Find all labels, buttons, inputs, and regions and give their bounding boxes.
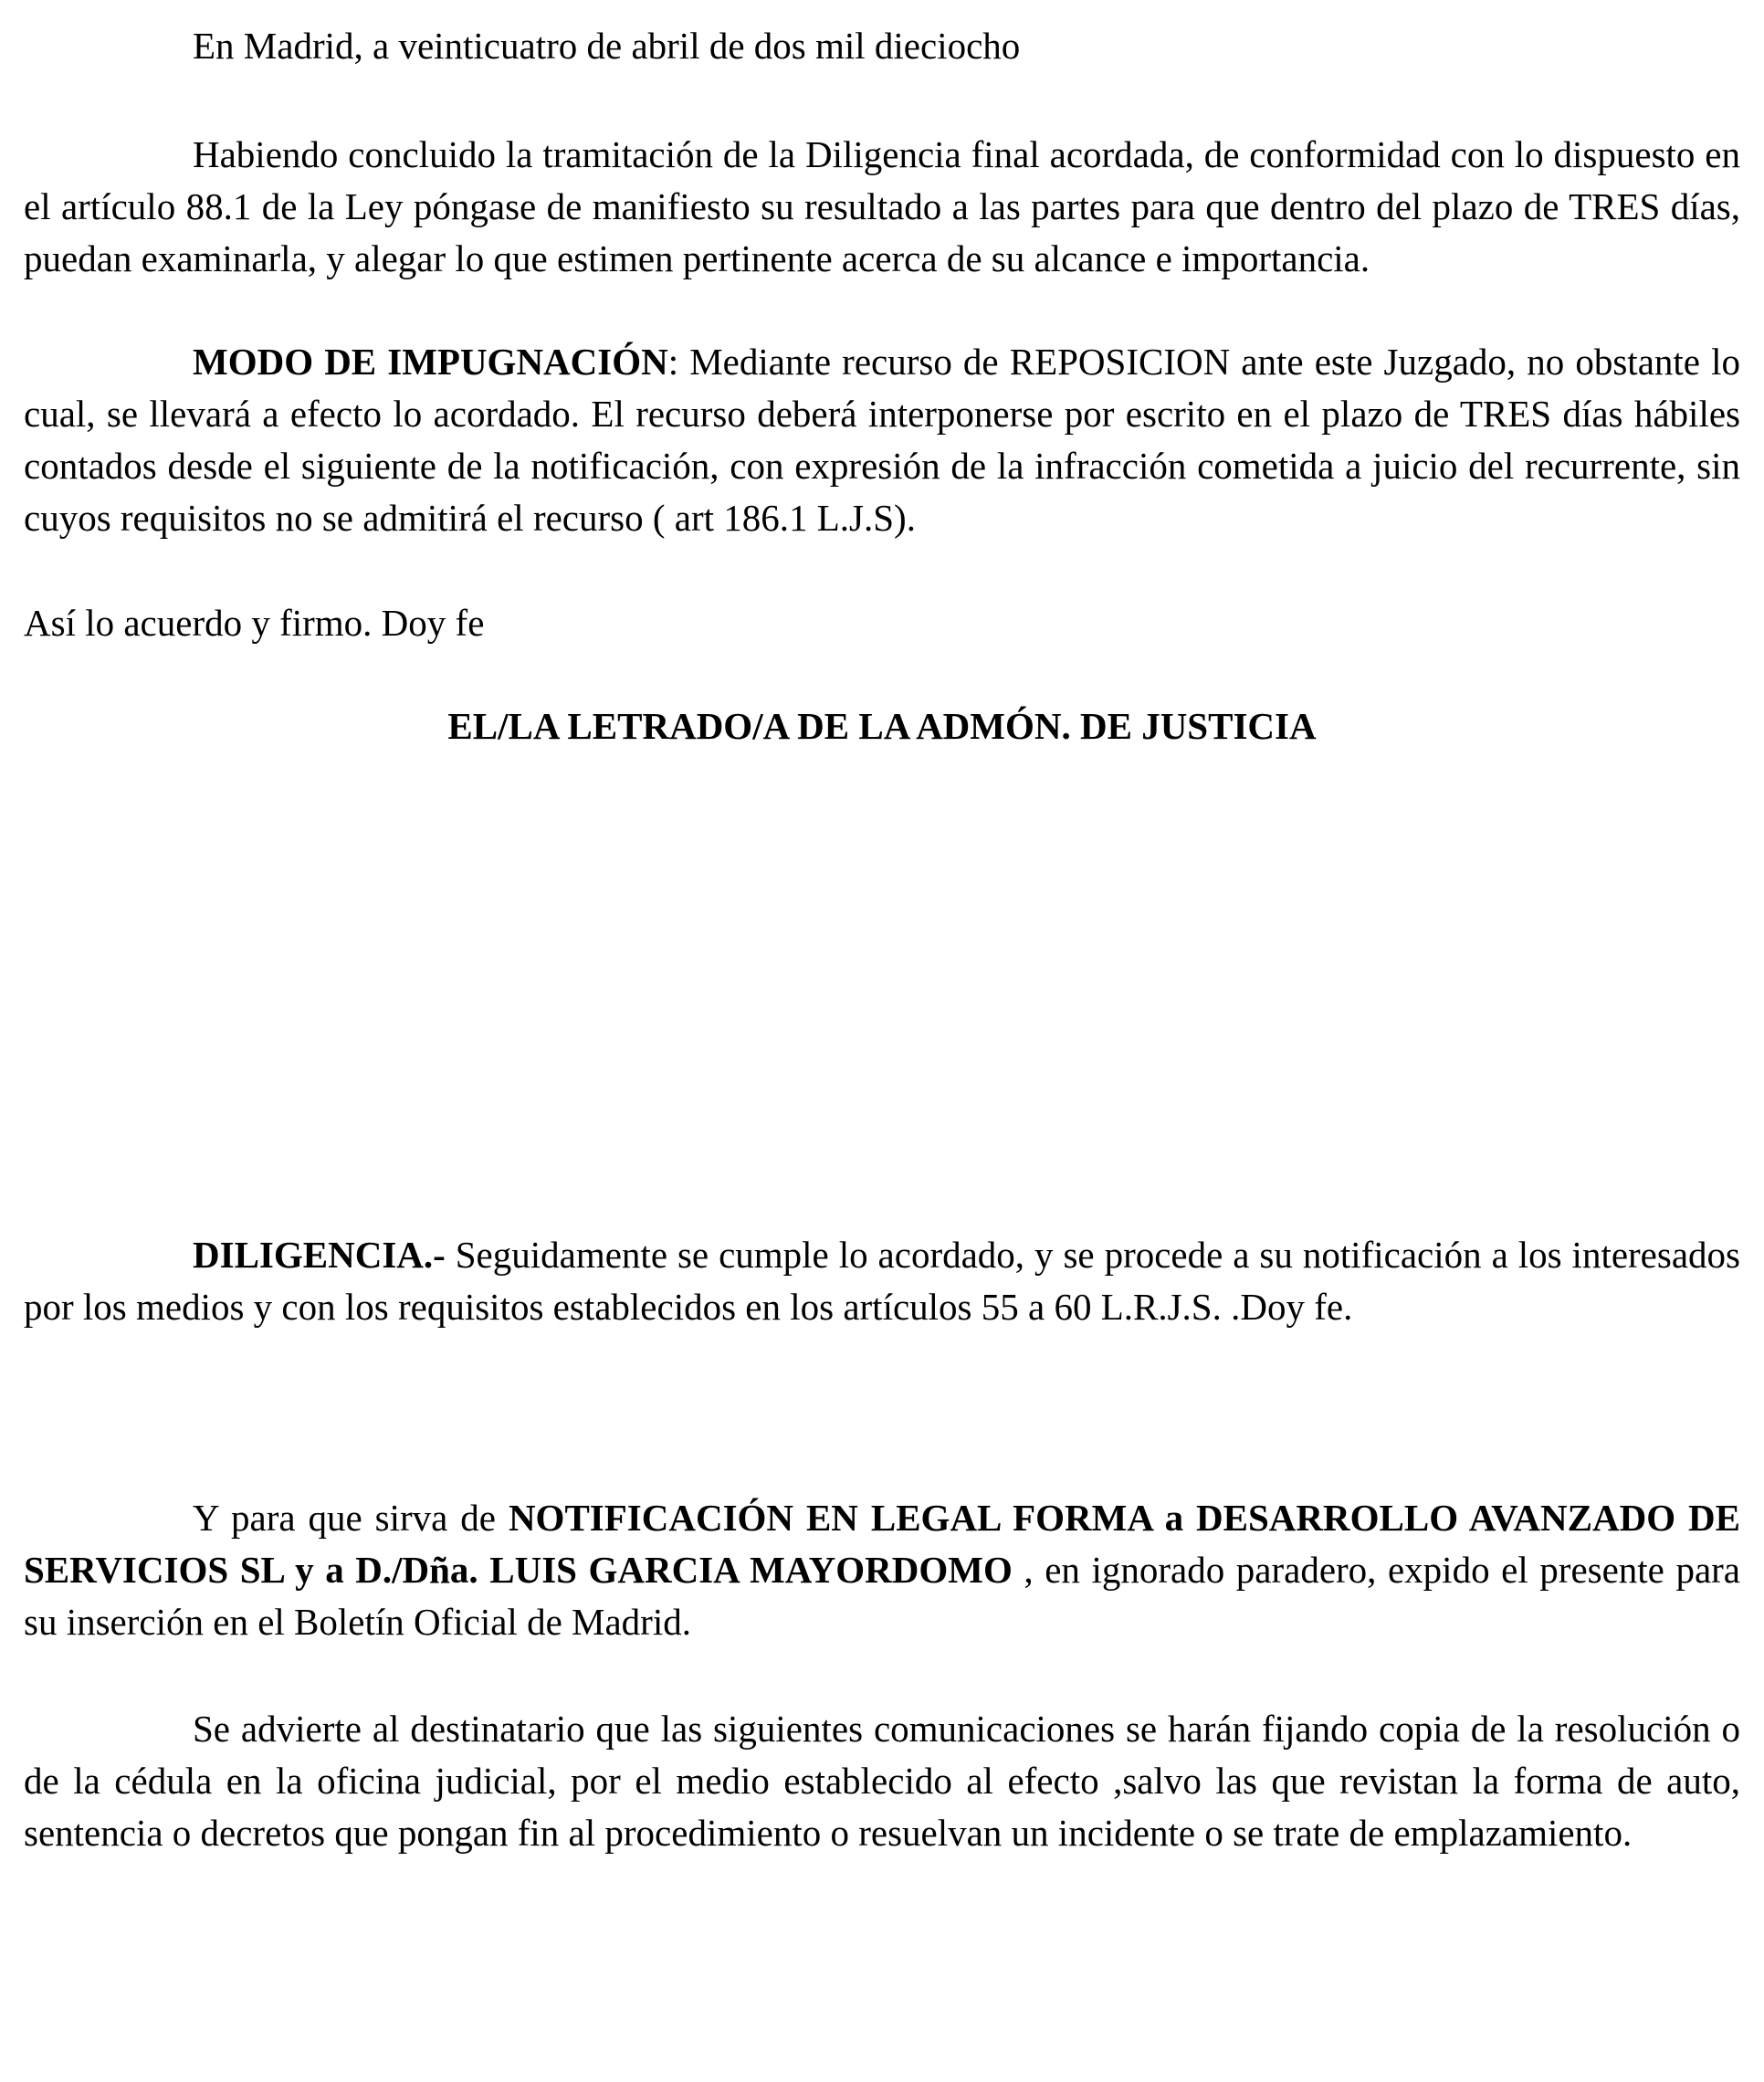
- notificacion-prefix: Y para que sirva de: [193, 1497, 509, 1539]
- letrado-heading: EL/LA LETRADO/A DE LA ADMÓN. DE JUSTICIA: [447, 705, 1317, 747]
- paragraph-modo-impugnacion: [24, 336, 1740, 544]
- diligencia-label: DILIGENCIA.-: [193, 1234, 446, 1276]
- diligencia-body: Seguidamente se cumple lo acordado, y se procede a su notificación a los interesados por los medios y con los requisitos establecidos en los artículos 55 a 60 L.R.J.S. .Doy fe.: [24, 1234, 1740, 1328]
- asi-lo-acuerdo-line: Así lo acuerdo y firmo. Doy fe: [24, 602, 485, 644]
- modo-impugnacion-label: MODO DE IMPUGNACIÓN: [193, 341, 668, 383]
- paragraph-diligencia-final: Habiendo concluido la tramitación de la Diligencia final acordada, de conformidad con lo dispuesto en el artículo 88.1 de la Ley póngase de manifiesto su resultado a las partes para que dentro del plazo de TRES días, puedan examinarla, y alegar lo que estimen pertinente acerca de su alcance e importancia.: [24, 133, 1740, 279]
- paragraph-notificacion: [24, 1492, 1740, 1648]
- date-line: En Madrid, a veinticuatro de abril de dos mil dieciocho: [193, 25, 1021, 67]
- notificacion-bold-names: NOTIFICACIÓN EN LEGAL FORMA a DESARROLLO AVANZADO DE SERVICIOS SL y a D./Dña. LUIS GARCIA MAYORDOMO: [24, 1497, 1740, 1591]
- notificacion-suffix: , en ignorado paradero, expido el presente para su inserción en el Boletín Oficial de Madrid.: [24, 1549, 1740, 1643]
- paragraph-advertencia: Se advierte al destinatario que las siguientes comunicaciones se harán fijando copia de la resolución o de la cédula en la oficina judicial, por el medio establecido al efecto ,salvo las que revistan la forma de auto, sentencia o decretos que pongan fin al procedimiento o resuelvan un incidente o se trate de emplazamiento.: [24, 1708, 1740, 1854]
- paragraph-diligencia: [24, 1229, 1740, 1333]
- modo-impugnacion-body: : Mediante recurso de REPOSICION ante este Juzgado, no obstante lo cual, se llevará a efecto lo acordado. El recurso deberá interponerse por escrito en el plazo de TRES días hábiles contados desde el siguiente de la notificación, con expresión de la infracción cometida a juicio del recurrente, sin cuyos requisitos no se admitirá el recurso ( art 186.1 L.J.S).: [24, 341, 1740, 539]
